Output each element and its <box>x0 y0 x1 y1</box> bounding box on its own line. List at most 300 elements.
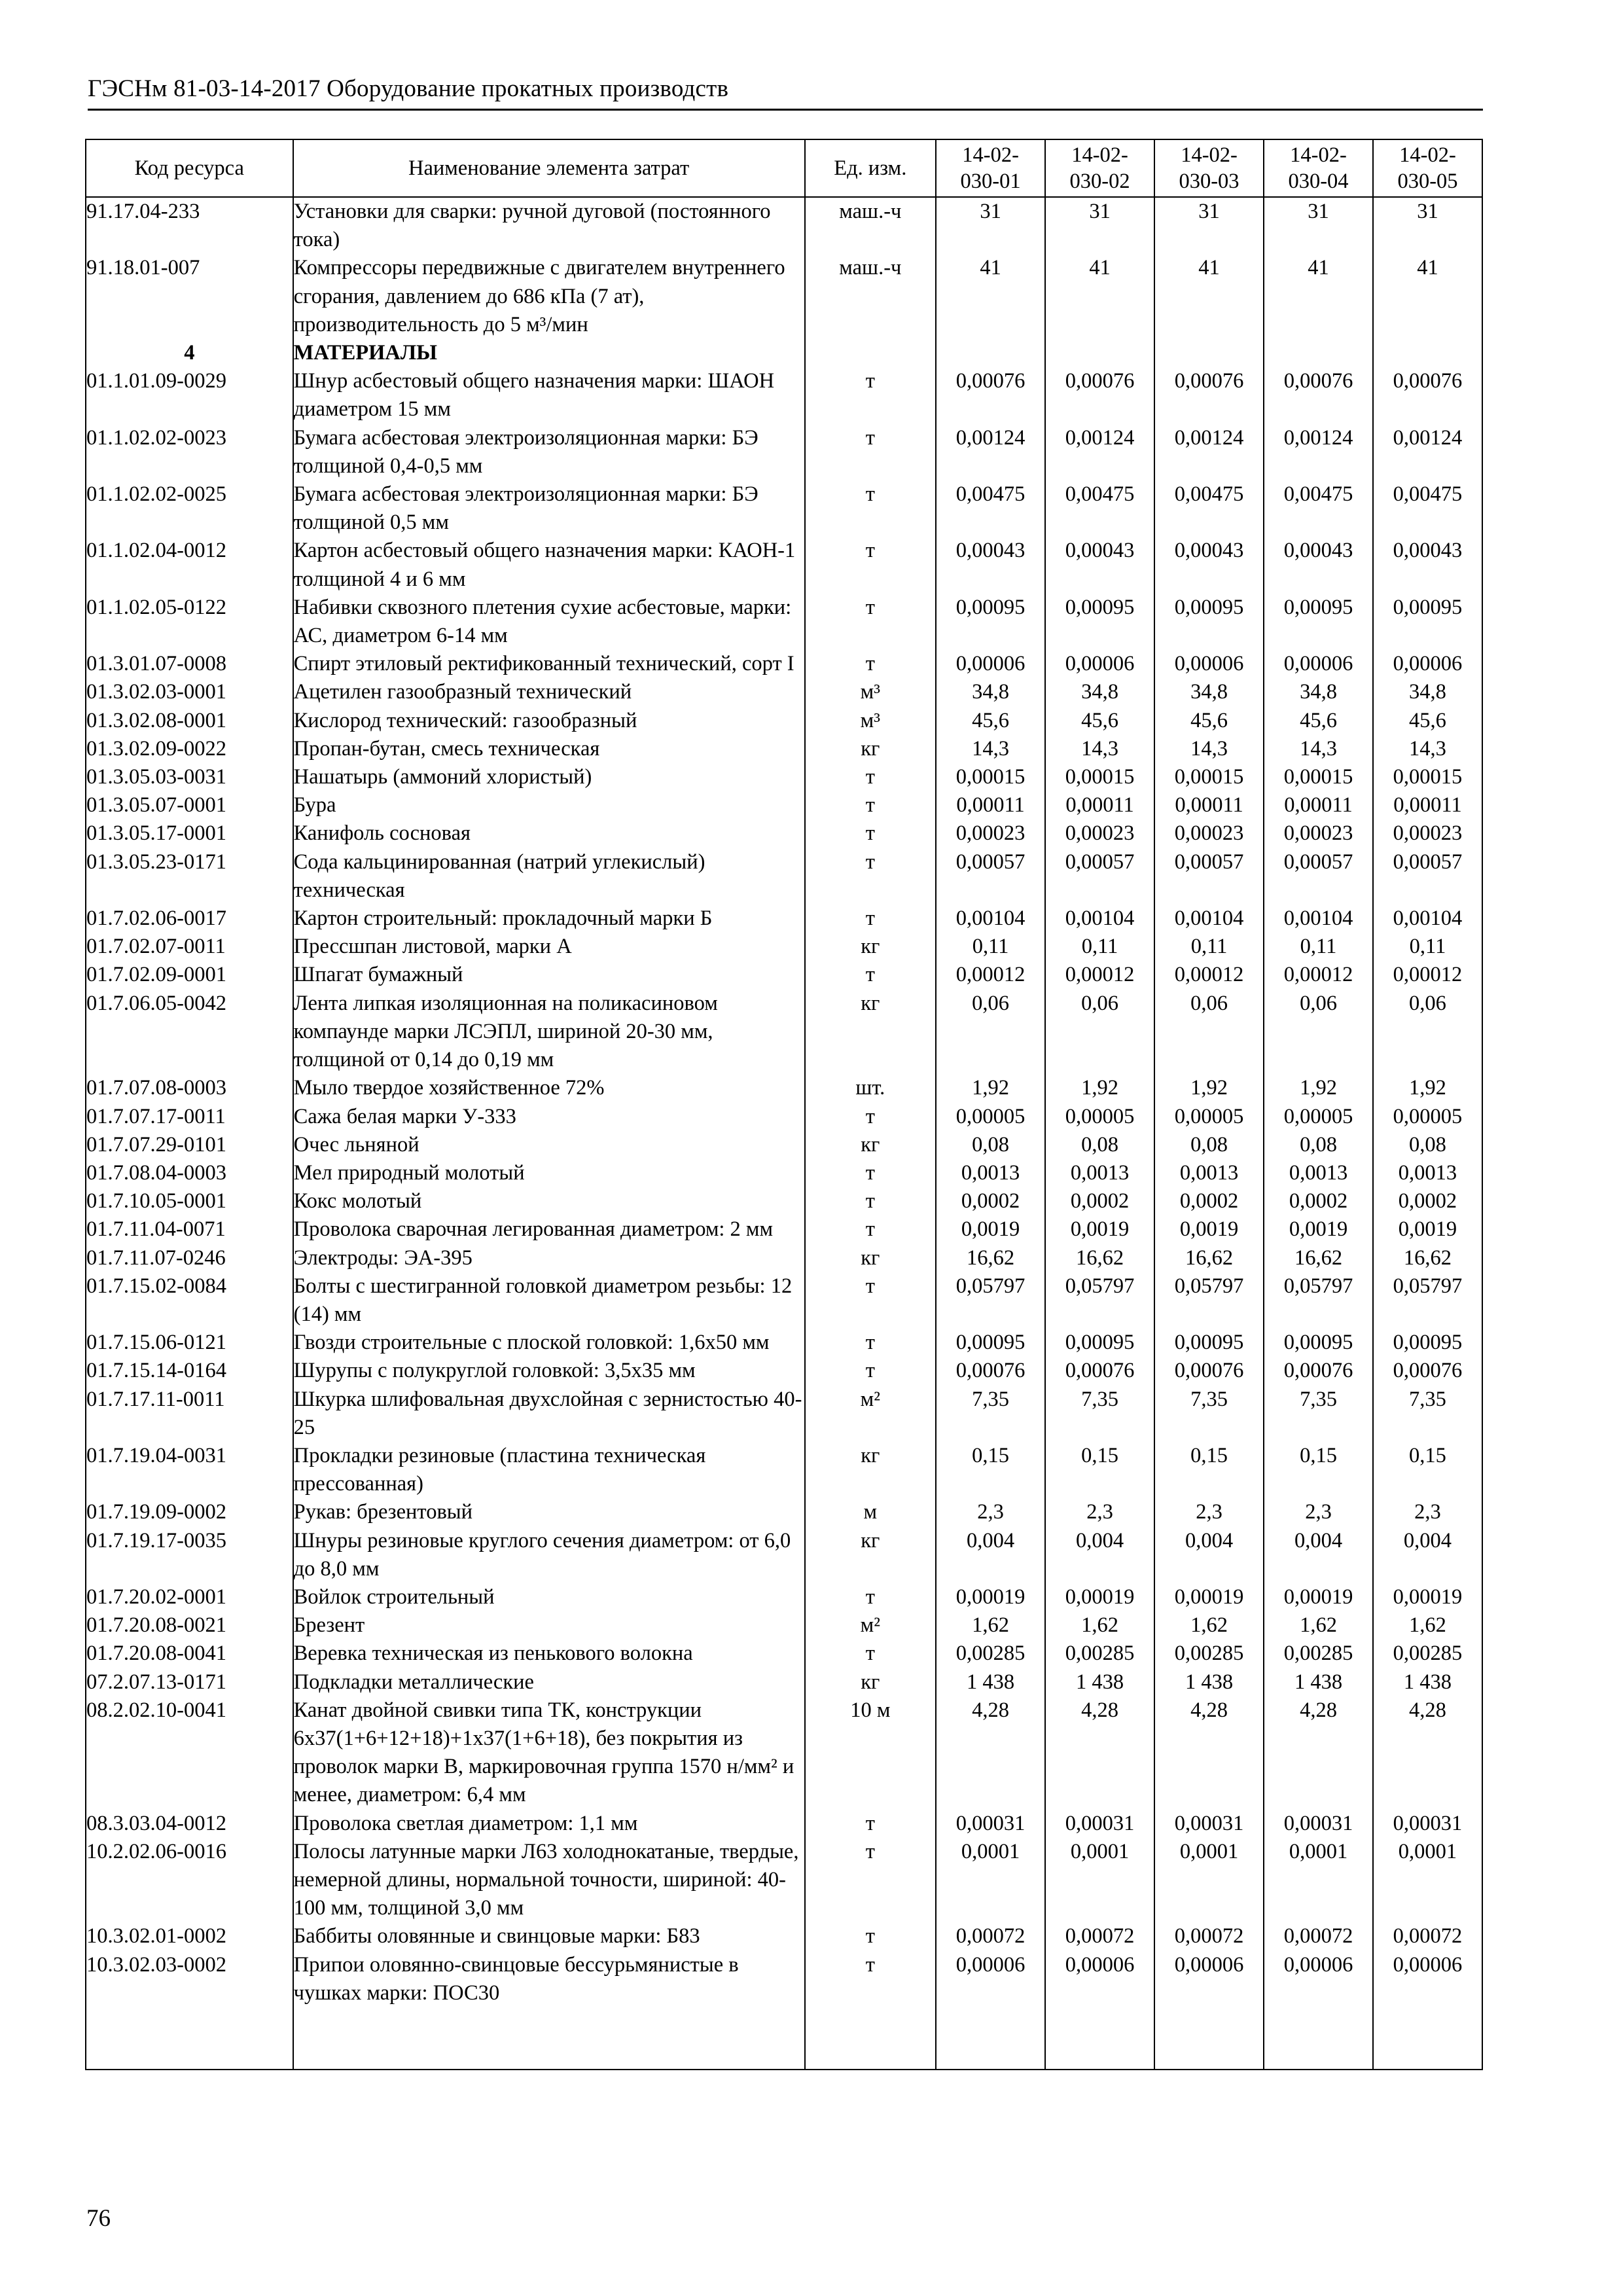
norm-value <box>936 339 1045 367</box>
norm-value: 41 <box>1373 254 1482 339</box>
resource-unit: т <box>805 1329 936 1357</box>
norm-value: 34,8 <box>936 678 1045 706</box>
resource-name: Рукав: брезентовый <box>293 1498 805 1526</box>
resource-name: Канифоль сосновая <box>293 819 805 848</box>
norm-value: 0,00057 <box>1045 848 1154 905</box>
norm-value: 1,62 <box>1264 1611 1373 1640</box>
resource-code: 07.2.07.13-0171 <box>86 1668 293 1696</box>
norm-value: 0,08 <box>1154 1131 1264 1159</box>
norm-value: 0,004 <box>1154 1527 1264 1583</box>
table-row <box>86 1498 1482 1526</box>
norm-value: 0,0002 <box>1154 1187 1264 1215</box>
resource-code: 01.7.17.11-0011 <box>86 1386 293 1442</box>
norm-value: 0,00095 <box>1045 1329 1154 1357</box>
norm-value: 4,28 <box>936 1696 1045 1810</box>
norm-value: 0,0013 <box>1264 1159 1373 1187</box>
table-row <box>86 1131 1482 1159</box>
norm-value: 0,05797 <box>1045 1272 1154 1329</box>
resource-code: 01.3.01.07-0008 <box>86 650 293 678</box>
norm-value: 0,00006 <box>1045 1951 1154 2007</box>
norm-value: 0,06 <box>1373 990 1482 1075</box>
table-row <box>86 367 1482 423</box>
norm-value: 0,00005 <box>1264 1103 1373 1131</box>
table-row <box>86 1159 1482 1187</box>
resource-name: Картон асбестовый общего назначения марки: КАОН-1 толщиной 4 и 6 мм <box>293 537 805 593</box>
resource-code: 01.1.02.02-0023 <box>86 424 293 480</box>
norm-value: 0,00006 <box>1154 1951 1264 2007</box>
table-row <box>86 707 1482 735</box>
table-header <box>86 139 1482 197</box>
resource-unit: м² <box>805 1386 936 1442</box>
resource-code: 01.7.19.17-0035 <box>86 1527 293 1583</box>
norm-value: 45,6 <box>936 707 1045 735</box>
norm-value: 0,0013 <box>936 1159 1045 1187</box>
resource-unit: кг <box>805 735 936 763</box>
norm-value: 0,00012 <box>1373 961 1482 989</box>
resource-unit: т <box>805 1357 936 1385</box>
norm-value: 0,00012 <box>936 961 1045 989</box>
resource-name: Прессшпан листовой, марки А <box>293 933 805 961</box>
norm-value: 0,06 <box>936 990 1045 1075</box>
norm-value: 0,00285 <box>1264 1640 1373 1668</box>
resource-name: Компрессоры передвижные с двигателем внутреннего сгорания, давлением до 686 кПа (7 ат), производительность до 5 м³/мин <box>293 254 805 339</box>
resource-unit: кг <box>805 1244 936 1272</box>
norm-value: 0,00104 <box>1154 905 1264 933</box>
table-row <box>86 594 1482 650</box>
resource-name: Гвозди строительные с плоской головкой: 1,6х50 мм <box>293 1329 805 1357</box>
norm-value: 0,15 <box>936 1442 1045 1498</box>
table-row <box>86 1668 1482 1696</box>
norm-value: 1 438 <box>1154 1668 1264 1696</box>
norm-value: 31 <box>1264 197 1373 254</box>
resource-name: Войлок строительный <box>293 1583 805 1611</box>
norm-value: 16,62 <box>1264 1244 1373 1272</box>
resource-name: Бура <box>293 791 805 819</box>
norm-value: 0,00006 <box>1154 650 1264 678</box>
norm-value: 0,06 <box>1264 990 1373 1075</box>
norm-value: 0,08 <box>1264 1131 1373 1159</box>
table-row <box>86 678 1482 706</box>
norm-value: 0,15 <box>1045 1442 1154 1498</box>
resource-unit: т <box>805 367 936 423</box>
resource-name: Кислород технический: газообразный <box>293 707 805 735</box>
resource-code: 01.3.05.23-0171 <box>86 848 293 905</box>
norm-value: 0,00043 <box>1045 537 1154 593</box>
col-header-value: 14-02- 030-01 <box>936 139 1045 197</box>
resource-unit: т <box>805 1272 936 1329</box>
resource-name: Установки для сварки: ручной дуговой (постоянного тока) <box>293 197 805 254</box>
norm-value: 1 438 <box>1045 1668 1154 1696</box>
table-row <box>86 905 1482 933</box>
resource-code: 01.7.15.02-0084 <box>86 1272 293 1329</box>
norm-value: 0,00104 <box>936 905 1045 933</box>
norm-value: 0,00019 <box>936 1583 1045 1611</box>
resource-unit: т <box>805 791 936 819</box>
norm-value: 1,62 <box>1373 1611 1482 1640</box>
norm-value: 0,00019 <box>1154 1583 1264 1611</box>
resource-code: 01.7.20.08-0041 <box>86 1640 293 1668</box>
norm-value: 0,00057 <box>1264 848 1373 905</box>
resource-code: 01.7.02.07-0011 <box>86 933 293 961</box>
norm-value: 0,00023 <box>936 819 1045 848</box>
norm-value: 31 <box>1373 197 1482 254</box>
norm-value: 0,0019 <box>936 1215 1045 1244</box>
resource-unit: маш.-ч <box>805 197 936 254</box>
norm-value: 0,00006 <box>1045 650 1154 678</box>
resource-name: Бумага асбестовая электроизоляционная марки: БЭ толщиной 0,4-0,5 мм <box>293 424 805 480</box>
norm-value: 34,8 <box>1045 678 1154 706</box>
resource-unit: т <box>805 905 936 933</box>
table-row <box>86 480 1482 537</box>
norm-value: 0,00015 <box>1264 763 1373 791</box>
empty-cell <box>1373 2007 1482 2070</box>
resource-unit: т <box>805 650 936 678</box>
norm-value: 0,00005 <box>936 1103 1045 1131</box>
norm-value: 0,00076 <box>1045 367 1154 423</box>
norm-value: 7,35 <box>936 1386 1045 1442</box>
table-row <box>86 1272 1482 1329</box>
table-body <box>86 197 1482 2070</box>
norm-value: 1 438 <box>1373 1668 1482 1696</box>
resource-code: 01.7.20.02-0001 <box>86 1583 293 1611</box>
norm-value: 0,0019 <box>1154 1215 1264 1244</box>
norm-value: 41 <box>1154 254 1264 339</box>
resource-unit: м³ <box>805 678 936 706</box>
resource-code: 01.1.02.05-0122 <box>86 594 293 650</box>
table-row <box>86 1386 1482 1442</box>
table-row <box>86 1215 1482 1244</box>
resource-unit: т <box>805 819 936 848</box>
table-row <box>86 254 1482 339</box>
table-row <box>86 1357 1482 1385</box>
norm-value: 2,3 <box>936 1498 1045 1526</box>
norm-value: 0,11 <box>1264 933 1373 961</box>
norm-value: 0,00011 <box>936 791 1045 819</box>
norm-value: 0,00023 <box>1373 819 1482 848</box>
resource-unit: т <box>805 1838 936 1923</box>
table-row <box>86 1442 1482 1498</box>
resource-code: 01.7.15.06-0121 <box>86 1329 293 1357</box>
norm-value: 0,00072 <box>1373 1922 1482 1950</box>
norm-value: 0,0001 <box>936 1838 1045 1923</box>
norm-value: 0,00104 <box>1264 905 1373 933</box>
norm-value: 0,00095 <box>936 1329 1045 1357</box>
table-row <box>86 1329 1482 1357</box>
norm-value: 0,00015 <box>1373 763 1482 791</box>
norm-value: 0,00076 <box>1373 367 1482 423</box>
norm-value: 0,00285 <box>936 1640 1045 1668</box>
resource-name: Ацетилен газообразный технический <box>293 678 805 706</box>
norm-value: 0,004 <box>1045 1527 1154 1583</box>
norm-value: 31 <box>1045 197 1154 254</box>
norm-value: 0,00031 <box>1373 1810 1482 1838</box>
resource-unit: 10 м <box>805 1696 936 1810</box>
norm-value: 0,00076 <box>936 367 1045 423</box>
section-row <box>86 339 1482 367</box>
norm-value: 0,00104 <box>1373 905 1482 933</box>
resource-name: Болты с шестигранной головкой диаметром резьбы: 12 (14) мм <box>293 1272 805 1329</box>
norm-value: 0,00023 <box>1154 819 1264 848</box>
norm-value: 4,28 <box>1264 1696 1373 1810</box>
norm-value: 0,11 <box>1373 933 1482 961</box>
table-row <box>86 1696 1482 1810</box>
norm-value: 0,05797 <box>1154 1272 1264 1329</box>
resource-unit: т <box>805 1187 936 1215</box>
table-row <box>86 1187 1482 1215</box>
table-row <box>86 1922 1482 1950</box>
resource-name: Прокладки резиновые (пластина техническая прессованная) <box>293 1442 805 1498</box>
resource-code: 01.1.02.04-0012 <box>86 537 293 593</box>
resource-name: Электроды: ЭА-395 <box>293 1244 805 1272</box>
resource-table <box>85 139 1483 2070</box>
norm-value: 45,6 <box>1373 707 1482 735</box>
col-header-value: 14-02- 030-05 <box>1373 139 1482 197</box>
resource-unit: т <box>805 594 936 650</box>
norm-value: 45,6 <box>1264 707 1373 735</box>
norm-value: 2,3 <box>1373 1498 1482 1526</box>
empty-cell <box>1154 2007 1264 2070</box>
table-row <box>86 763 1482 791</box>
norm-value <box>1045 339 1154 367</box>
resource-unit: т <box>805 1922 936 1950</box>
resource-name: Шпагат бумажный <box>293 961 805 989</box>
resource-unit: м² <box>805 1611 936 1640</box>
resource-name: Шнуры резиновые круглого сечения диаметром: от 6,0 до 8,0 мм <box>293 1527 805 1583</box>
norm-value: 0,00005 <box>1154 1103 1264 1131</box>
table-row <box>86 819 1482 848</box>
norm-value: 0,00006 <box>1264 650 1373 678</box>
norm-value: 0,00011 <box>1373 791 1482 819</box>
resource-name: Канат двойной свивки типа ТК, конструкции 6х37(1+6+12+18)+1х37(1+6+18), без покрытия из проволок марки В, маркировочная группа 1570 н/мм² и менее, диаметром: 6,4 мм <box>293 1696 805 1810</box>
norm-value: 0,00057 <box>936 848 1045 905</box>
resource-name: Проволока сварочная легированная диаметром: 2 мм <box>293 1215 805 1244</box>
table-row <box>86 1103 1482 1131</box>
resource-name: Лента липкая изоляционная на поликасиновом компаунде марки ЛСЭПЛ, шириной 20-30 мм, толщиной от 0,14 до 0,19 мм <box>293 990 805 1075</box>
norm-value: 7,35 <box>1045 1386 1154 1442</box>
norm-value: 0,00475 <box>1373 480 1482 537</box>
table-end-spacer <box>86 2007 1482 2070</box>
resource-unit: т <box>805 480 936 537</box>
resource-name: Мел природный молотый <box>293 1159 805 1187</box>
resource-code: 01.7.11.07-0246 <box>86 1244 293 1272</box>
table-row <box>86 848 1482 905</box>
resource-code: 91.17.04-233 <box>86 197 293 254</box>
norm-value: 4,28 <box>1373 1696 1482 1810</box>
norm-value: 0,00023 <box>1045 819 1154 848</box>
norm-value: 16,62 <box>1154 1244 1264 1272</box>
resource-unit: м <box>805 1498 936 1526</box>
norm-value: 0,00005 <box>1373 1103 1482 1131</box>
norm-value: 0,00095 <box>1154 1329 1264 1357</box>
table-row <box>86 537 1482 593</box>
norm-value: 0,0002 <box>1045 1187 1154 1215</box>
resource-unit: шт. <box>805 1074 936 1102</box>
norm-value: 0,00031 <box>936 1810 1045 1838</box>
resource-code: 01.3.02.03-0001 <box>86 678 293 706</box>
norm-value: 0,08 <box>936 1131 1045 1159</box>
norm-value <box>1154 339 1264 367</box>
norm-value: 4,28 <box>1045 1696 1154 1810</box>
norm-value: 0,00011 <box>1045 791 1154 819</box>
resource-unit: т <box>805 1583 936 1611</box>
resource-unit: т <box>805 1103 936 1131</box>
resource-code: 01.7.08.04-0003 <box>86 1159 293 1187</box>
resource-name: Сажа белая марки У-333 <box>293 1103 805 1131</box>
norm-value: 0,004 <box>1373 1527 1482 1583</box>
norm-value: 0,00012 <box>1264 961 1373 989</box>
resource-name: Мыло твердое хозяйственное 72% <box>293 1074 805 1102</box>
norm-value <box>1373 339 1482 367</box>
norm-value: 14,3 <box>1264 735 1373 763</box>
norm-value: 0,00076 <box>1264 1357 1373 1385</box>
resource-code: 01.7.02.09-0001 <box>86 961 293 989</box>
norm-value: 2,3 <box>1045 1498 1154 1526</box>
norm-value: 41 <box>1264 254 1373 339</box>
col-header-code: Код ресурса <box>86 139 293 197</box>
norm-value: 0,0019 <box>1045 1215 1154 1244</box>
norm-value: 0,00095 <box>1373 1329 1482 1357</box>
resource-code: 01.7.02.06-0017 <box>86 905 293 933</box>
norm-value: 1,92 <box>1264 1074 1373 1102</box>
norm-value: 14,3 <box>1373 735 1482 763</box>
resource-code: 10.2.02.06-0016 <box>86 1838 293 1923</box>
norm-value: 0,00072 <box>1154 1922 1264 1950</box>
norm-value: 1,92 <box>1045 1074 1154 1102</box>
page-number: 76 <box>86 2205 111 2232</box>
norm-value: 0,00095 <box>1154 594 1264 650</box>
table-row <box>86 933 1482 961</box>
norm-value <box>1264 339 1373 367</box>
resource-name: Шнур асбестовый общего назначения марки: ШАОН диаметром 15 мм <box>293 367 805 423</box>
norm-value: 0,00104 <box>1045 905 1154 933</box>
resource-code: 4 <box>86 339 293 367</box>
resource-unit: кг <box>805 933 936 961</box>
resource-code: 01.7.11.04-0071 <box>86 1215 293 1244</box>
norm-value: 0,00015 <box>936 763 1045 791</box>
resource-unit: т <box>805 1640 936 1668</box>
norm-value: 0,00031 <box>1045 1810 1154 1838</box>
resource-name: Пропан-бутан, смесь техническая <box>293 735 805 763</box>
norm-value: 0,11 <box>1154 933 1264 961</box>
table-row <box>86 1640 1482 1668</box>
resource-name: Сода кальцинированная (натрий углекислый) техническая <box>293 848 805 905</box>
table-row <box>86 990 1482 1075</box>
norm-value: 14,3 <box>1154 735 1264 763</box>
norm-value: 1 438 <box>1264 1668 1373 1696</box>
norm-value: 0,00012 <box>1154 961 1264 989</box>
resource-name: Проволока светлая диаметром: 1,1 мм <box>293 1810 805 1838</box>
norm-value: 41 <box>1045 254 1154 339</box>
col-header-value: 14-02- 030-03 <box>1154 139 1264 197</box>
norm-value: 0,00124 <box>1154 424 1264 480</box>
resource-unit: т <box>805 1215 936 1244</box>
norm-value: 0,0001 <box>1264 1838 1373 1923</box>
empty-cell <box>805 2007 936 2070</box>
resource-code: 01.3.02.08-0001 <box>86 707 293 735</box>
table-row <box>86 1244 1482 1272</box>
resource-unit: кг <box>805 990 936 1075</box>
norm-value: 1,62 <box>1045 1611 1154 1640</box>
norm-value: 0,00019 <box>1045 1583 1154 1611</box>
norm-value: 1 438 <box>936 1668 1045 1696</box>
norm-value: 14,3 <box>936 735 1045 763</box>
table-row <box>86 1611 1482 1640</box>
norm-value: 2,3 <box>1264 1498 1373 1526</box>
resource-code: 01.3.05.07-0001 <box>86 791 293 819</box>
resource-unit: т <box>805 424 936 480</box>
norm-value: 0,08 <box>1373 1131 1482 1159</box>
norm-value: 0,00072 <box>936 1922 1045 1950</box>
norm-value: 0,00057 <box>1154 848 1264 905</box>
norm-value: 0,00011 <box>1264 791 1373 819</box>
resource-code: 91.18.01-007 <box>86 254 293 339</box>
norm-value: 0,00012 <box>1045 961 1154 989</box>
norm-value: 0,15 <box>1154 1442 1264 1498</box>
norm-value: 0,00043 <box>1264 537 1373 593</box>
resource-code: 01.3.05.03-0031 <box>86 763 293 791</box>
norm-value: 0,00043 <box>1373 537 1482 593</box>
norm-value: 0,00475 <box>936 480 1045 537</box>
norm-value: 0,00006 <box>936 1951 1045 2007</box>
empty-cell <box>936 2007 1045 2070</box>
resource-unit: т <box>805 848 936 905</box>
resource-code: 01.7.15.14-0164 <box>86 1357 293 1385</box>
norm-value: 0,00031 <box>1264 1810 1373 1838</box>
resource-name: Бумага асбестовая электроизоляционная марки: БЭ толщиной 0,5 мм <box>293 480 805 537</box>
norm-value: 41 <box>936 254 1045 339</box>
resource-code: 01.3.05.17-0001 <box>86 819 293 848</box>
norm-value: 0,00124 <box>1373 424 1482 480</box>
resource-code: 01.7.20.08-0021 <box>86 1611 293 1640</box>
norm-value: 0,00005 <box>1045 1103 1154 1131</box>
norm-value: 34,8 <box>1154 678 1264 706</box>
norm-value: 0,0001 <box>1154 1838 1264 1923</box>
norm-value: 0,0002 <box>1373 1187 1482 1215</box>
resource-unit: т <box>805 1810 936 1838</box>
norm-value: 45,6 <box>1154 707 1264 735</box>
table-row <box>86 650 1482 678</box>
norm-value: 1,92 <box>1154 1074 1264 1102</box>
resource-unit: т <box>805 1951 936 2007</box>
col-header-name: Наименование элемента затрат <box>293 139 805 197</box>
resource-code: 01.7.07.08-0003 <box>86 1074 293 1102</box>
norm-value: 0,15 <box>1373 1442 1482 1498</box>
norm-value: 0,0001 <box>1373 1838 1482 1923</box>
norm-value: 0,00124 <box>1264 424 1373 480</box>
norm-value: 4,28 <box>1154 1696 1264 1810</box>
norm-value: 0,00076 <box>1373 1357 1482 1385</box>
resource-code: 01.7.07.29-0101 <box>86 1131 293 1159</box>
resource-unit: кг <box>805 1668 936 1696</box>
norm-value: 0,0019 <box>1264 1215 1373 1244</box>
norm-value: 0,00124 <box>1045 424 1154 480</box>
resource-unit: маш.-ч <box>805 254 936 339</box>
norm-value: 0,00095 <box>936 594 1045 650</box>
norm-value: 0,00076 <box>1264 367 1373 423</box>
norm-value: 0,00015 <box>1154 763 1264 791</box>
resource-name: Картон строительный: прокладочный марки Б <box>293 905 805 933</box>
resource-code: 01.7.19.09-0002 <box>86 1498 293 1526</box>
resource-code: 01.7.07.17-0011 <box>86 1103 293 1131</box>
norm-value: 0,00475 <box>1154 480 1264 537</box>
resource-name: Кокс молотый <box>293 1187 805 1215</box>
resource-name: Полосы латунные марки Л63 холоднокатаные, твердые, немерной длины, нормальной точности, шириной: 40-100 мм, толщиной 3,0 мм <box>293 1838 805 1923</box>
table-row <box>86 1583 1482 1611</box>
resource-code: 10.3.02.03-0002 <box>86 1951 293 2007</box>
norm-value: 0,00076 <box>936 1357 1045 1385</box>
norm-value: 0,0013 <box>1373 1159 1482 1187</box>
norm-value: 0,00006 <box>1373 1951 1482 2007</box>
